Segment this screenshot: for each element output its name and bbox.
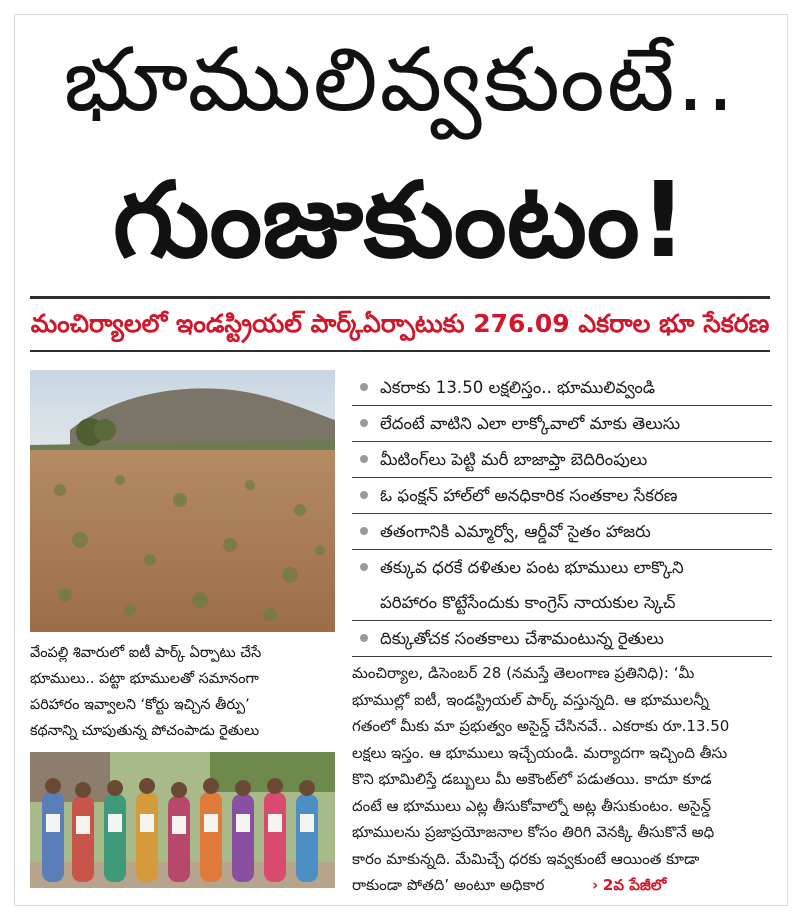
story-line: మంచిర్యాల, డిసెంబర్‌ 28 (నమస్తే తెలంగాణ ప్రతినిధి): ‘మీ xyxy=(352,664,695,682)
bullet-item xyxy=(352,514,772,550)
headline-line-1: భూములివ్వకుంటే.. xyxy=(63,28,737,131)
story-line: భూముల్లో ఐటీ, ఇండస్ట్రియల్‌ పార్క్‌ వస్తున్నది. ఆ భూములన్నీ xyxy=(352,690,709,709)
bullet-dot-icon xyxy=(360,527,368,535)
land-photo-caption xyxy=(30,640,335,744)
story-last-line xyxy=(352,872,772,899)
bullet-list xyxy=(352,370,772,657)
bullet-item xyxy=(352,406,772,442)
bullet-dot-icon xyxy=(360,419,368,427)
story-line: గతంలో మీకు మా ప్రభుత్వం అసైన్డ్‌ చేసినవే.. ఎకరాకు రూ.13.50 xyxy=(352,717,730,735)
bullet-dot-icon xyxy=(360,383,368,391)
top-rule xyxy=(30,296,770,299)
bullet-item xyxy=(352,621,772,657)
caption-line: వేంపల్లి శివారులో ఐటీ పార్క్‌ ఏర్పాటు చేసే xyxy=(30,645,262,661)
bullet-item xyxy=(352,550,772,621)
bullet-text: పరిహారం కొట్టేసేందుకు కాంగ్రెస్‌ నాయకుల స్కెచ్‌ xyxy=(380,593,676,612)
farmers-photo xyxy=(30,752,335,888)
headline-line-2: గుంజుకుంటం! xyxy=(112,159,688,281)
caption-line: కథనాన్ని చూపుతున్న పోచంపాడు రైతులు xyxy=(30,723,260,739)
bullet-dot-icon xyxy=(360,563,368,571)
story-line: కొని భూమిలిస్తే డబ్బులు మీ అకౌంట్‌లో పడుతయి. కాదూ కూడ xyxy=(352,770,712,788)
bullet-dot-icon xyxy=(360,455,368,463)
bullet-dot-icon xyxy=(360,491,368,499)
story-line: లక్షలు ఇస్తం. ఆ భూములు ఇచ్చేయండి. మర్యాదగా ఇచ్చింది తీసు xyxy=(352,743,728,762)
farmers-photo-image xyxy=(30,752,335,888)
bullet-text: లేదంటే వాటిని ఎలా లాక్కోవాలో మాకు తెలుసు xyxy=(380,414,681,433)
bullet-text: మీటింగ్‌లు పెట్టి మరీ బాజాప్తా బెదిరింపులు xyxy=(380,450,648,469)
jump-arrow-icon: › xyxy=(591,876,599,894)
continued-on-page[interactable]: 2వ పేజీలో xyxy=(602,876,667,894)
bullet-text: తతంగానికి ఎమ్మార్వో, ఆర్డీవో సైతం హాజరు xyxy=(380,522,651,541)
bullet-item xyxy=(352,370,772,406)
land-photo xyxy=(30,370,335,632)
story-body xyxy=(352,660,772,899)
bullet-text: దిక్కుతోచక సంతకాలు చేశామంటున్న రైతులు xyxy=(380,629,664,648)
bullet-text: ఓ ఫంక్షన్‌ హాల్‌లో అనధికారిక సంతకాల సేకరణ xyxy=(380,486,678,505)
bullet-text: తక్కువ ధరకే దళితుల పంట భూములు లాక్కొని xyxy=(380,558,684,577)
bullet-text: ఎకరాకు 13.50 లక్షలిస్తం.. భూములివ్వండి xyxy=(380,378,656,397)
caption-line: భూములు.. పట్టా భూములతో సమానంగా xyxy=(30,671,259,687)
story-line: కారం మాకున్నది. మేమిచ్చే ధరకు ఇవ్వకుంటే ఆయింత కూడా xyxy=(352,849,700,868)
subheadline: మంచిర్యాలలో ఇండస్ట్రియల్‌ పార్క్‌ఏర్పాటుకు 276.09 ఎకరాల భూ సేకరణ xyxy=(30,309,770,338)
land-photo-image xyxy=(30,370,335,632)
caption-line: పరిహారం ఇవ్వాలని ‘కోర్టు ఇచ్చిన తీర్పు’ xyxy=(30,697,250,713)
bottom-rule xyxy=(30,350,770,352)
bullet-item xyxy=(352,442,772,478)
story-line: భూములను ప్రజాప్రయోజనాల కోసం తిరిగి వెనక్కి తీసుకొనే అధి xyxy=(352,823,715,841)
bullet-item xyxy=(352,478,772,514)
bullet-dot-icon xyxy=(360,634,368,642)
story-line: దంటే ఆ భూములు ఎట్ల తీసుకోవాల్నో అట్ల తీసుకుంటం. అసైన్డ్‌ xyxy=(352,796,712,815)
story-line: రాకుండా పోతది’ అంటూ అధికార xyxy=(352,876,545,894)
